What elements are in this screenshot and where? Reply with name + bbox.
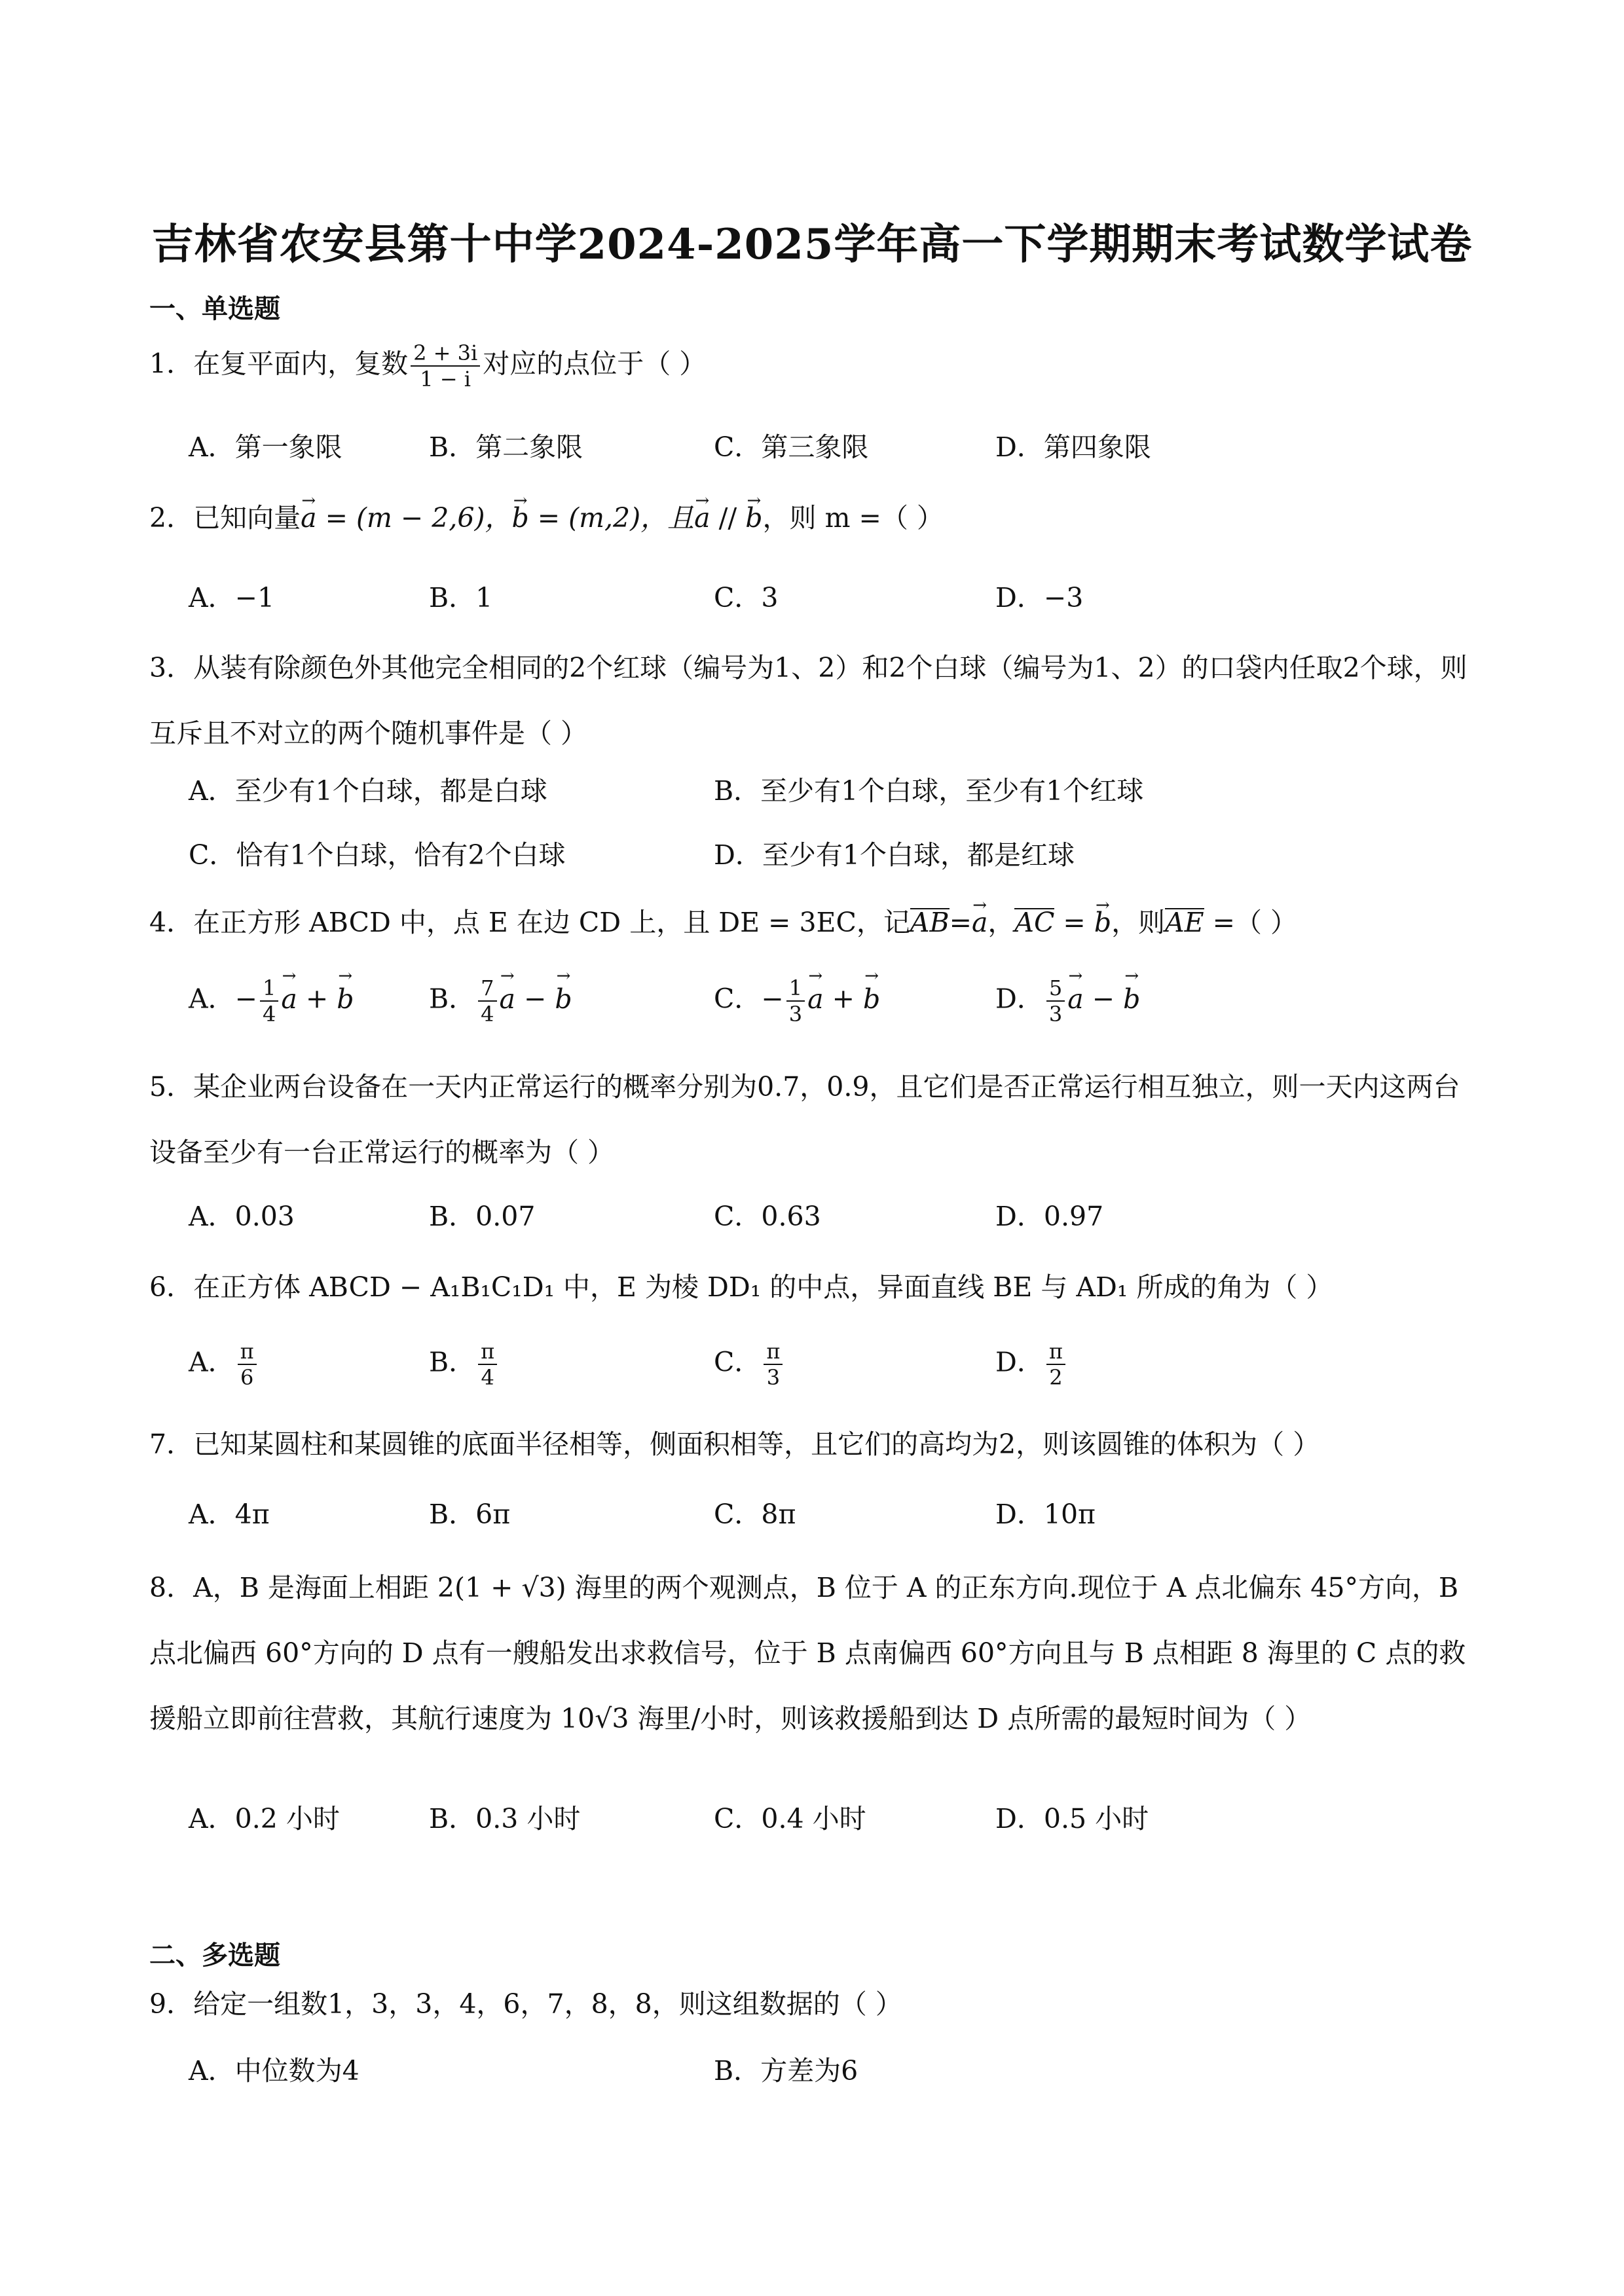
question-3: 3．从装有除颜色外其他完全相同的2个红球（编号为1、2）和2个白球（编号为1、2）的口袋内任取2个球，则互斥且不对立的两个随机事件是（ ）: [149, 652, 1467, 749]
q1-option-d[interactable]: D．第四象限: [995, 431, 1151, 463]
option-fraction: [1046, 975, 1065, 1027]
q4-option-c[interactable]: [714, 975, 880, 1027]
q5-option-d[interactable]: D．0.97: [995, 1201, 1104, 1232]
fraction-numerator: 1: [786, 975, 805, 1002]
option-fraction: [238, 1339, 257, 1390]
fraction-denominator: 6: [240, 1365, 254, 1390]
option-fraction: [786, 975, 805, 1027]
vector-a: → a: [972, 902, 987, 943]
q2-option-c[interactable]: C．3: [714, 582, 779, 613]
question-8: 8．A，B 是海面上相距 2(1 + √3) 海里的两个观测点，B 位于 A 的正东方向.现位于 A 点北偏东 45°方向，B 点北偏西 60°方向的 D 点有一艘船发出求救信号，位于 B 点南偏西 60°方向且与 B 点相距 8 海里的 C 点的救援船立即前往营救，其航行速度为 10√3 海里/小时，则该救援船到达 D 点所需的最短时间为（ ）: [149, 1572, 1466, 1734]
question-5: 5．某企业两台设备在一天内正常运行的概率分别为0.7，0.9，且它们是否正常运行相互独立，则一天内这两台设备至少有一台正常运行的概率为（ ）: [149, 1071, 1460, 1168]
vector-a: → a: [500, 983, 515, 1015]
option-label: D．: [995, 1346, 1044, 1378]
vector-a-expr: = (m − 2,6)，: [316, 502, 512, 534]
option-fraction: [764, 1339, 783, 1390]
q8-option-b[interactable]: B．0.3 小时: [429, 1803, 581, 1834]
fraction-denominator: 4: [262, 1002, 276, 1027]
option-label: D．: [995, 983, 1044, 1015]
equals-sign: =: [1054, 907, 1094, 938]
fraction-numerator: π: [764, 1339, 783, 1365]
fraction-numerator: π: [1046, 1339, 1065, 1365]
q7-option-d[interactable]: D．10π: [995, 1499, 1096, 1530]
vector-b: → b: [555, 983, 572, 1015]
fraction-denominator: 2: [1049, 1365, 1063, 1390]
fraction-denominator: 4: [481, 1002, 494, 1027]
vector-b: → b: [1094, 902, 1111, 943]
q1-option-b[interactable]: B．第二象限: [429, 431, 583, 463]
question-7: 7．已知某圆柱和某圆锥的底面半径相等，侧面积相等，且它们的高均为2，则该圆锥的体积为（ ）: [149, 1429, 1320, 1460]
then-text: ，则: [1111, 907, 1166, 938]
q3-option-b[interactable]: B．至少有1个白球，至少有1个红球: [714, 775, 1144, 807]
fraction-numerator: 2 + 3i: [411, 340, 480, 367]
question-9: 9．给定一组数1，3，3，4，6，7，8，8，则这组数据的（ ）: [149, 1988, 902, 2020]
q3-option-d[interactable]: D．至少有1个白球，都是红球: [714, 839, 1075, 871]
option-sign: −: [761, 983, 784, 1015]
q6-option-c[interactable]: [714, 1339, 785, 1390]
vector-ab: AB: [910, 907, 950, 938]
q6-option-d[interactable]: [995, 1339, 1068, 1390]
vector-b: → b: [863, 983, 880, 1015]
q1-option-a[interactable]: A．第一象限: [189, 431, 342, 463]
fraction-numerator: π: [238, 1339, 257, 1365]
option-fraction: [478, 975, 496, 1027]
option-label: A．: [189, 1346, 235, 1378]
question-4: [149, 902, 1485, 943]
parallel-symbol: //: [710, 502, 746, 534]
q8-option-a[interactable]: A．0.2 小时: [189, 1803, 340, 1834]
section-heading-multiple-choice: 二、多选题: [149, 1940, 280, 1971]
option-sign: −: [234, 983, 257, 1015]
fraction-numerator: 5: [1046, 975, 1065, 1002]
q8-option-c[interactable]: C．0.4 小时: [714, 1803, 866, 1834]
option-label: B．: [429, 1346, 476, 1378]
question-4-tail: =（ ）: [1204, 907, 1298, 938]
vector-a: → a: [301, 498, 316, 538]
vector-b: → b: [337, 983, 354, 1015]
vector-ac: AC: [1014, 907, 1055, 938]
option-label: C．: [714, 983, 762, 1015]
q1-option-c[interactable]: C．第三象限: [714, 431, 869, 463]
vector-ae: AE: [1165, 907, 1204, 938]
option-label: A．: [189, 983, 235, 1015]
question-2: [149, 498, 1485, 538]
q9-option-a[interactable]: A．中位数为4: [189, 2055, 360, 2086]
question-1: [149, 340, 1485, 392]
option-label: C．: [714, 1346, 762, 1378]
comma: ，: [987, 907, 1015, 938]
question-2-text: 2．已知向量: [149, 502, 301, 534]
q3-option-c[interactable]: C．恰有1个白球，恰有2个白球: [189, 839, 566, 871]
question-2-tail: ，则 m =（ ）: [762, 502, 944, 534]
vector-b: → b: [745, 498, 762, 538]
option-fraction: [1046, 1339, 1065, 1390]
fraction-denominator: 4: [481, 1365, 494, 1390]
vector-a: → a: [807, 983, 823, 1015]
vector-a: → a: [1067, 983, 1083, 1015]
operator: −: [1083, 983, 1124, 1015]
fraction-numerator: 1: [260, 975, 278, 1002]
option-label: B．: [429, 983, 476, 1015]
question-6: 6．在正方体 ABCD − A₁B₁C₁D₁ 中，E 为棱 DD₁ 的中点，异面直线 BE 与 AD₁ 所成的角为（ ）: [149, 1271, 1333, 1303]
q2-option-b[interactable]: B．1: [429, 582, 493, 613]
question-1-text: 1．在复平面内，复数: [149, 348, 409, 380]
equals-sign: =: [949, 907, 972, 938]
q6-option-a[interactable]: [189, 1339, 259, 1390]
q7-option-b[interactable]: B．6π: [429, 1499, 511, 1530]
q6-option-b[interactable]: [429, 1339, 500, 1390]
fraction-denominator: 1 − i: [420, 367, 471, 392]
section-heading-single-choice: 一、单选题: [149, 293, 280, 324]
vector-b: → b: [511, 498, 528, 538]
fraction-denominator: 3: [788, 1002, 803, 1027]
operator: +: [823, 983, 863, 1015]
vector-b: → b: [1123, 983, 1140, 1015]
q4-option-d[interactable]: [995, 975, 1140, 1027]
fraction-numerator: 7: [478, 975, 496, 1002]
q5-option-a[interactable]: A．0.03: [189, 1201, 295, 1232]
question-1-fraction: [411, 340, 480, 392]
option-fraction: [260, 975, 278, 1027]
fraction-denominator: 3: [1048, 1002, 1063, 1027]
q7-option-a[interactable]: A．4π: [189, 1499, 270, 1530]
vector-a: → a: [694, 498, 710, 538]
option-fraction: [478, 1339, 497, 1390]
question-1-tail: 对应的点位于（ ）: [483, 348, 707, 380]
fraction-denominator: 3: [766, 1365, 781, 1390]
q2-option-a[interactable]: A．−1: [189, 582, 275, 613]
vector-b-expr: = (m,2)，且: [528, 502, 695, 534]
q5-option-b[interactable]: B．0.07: [429, 1201, 536, 1232]
page-title: 吉林省农安县第十中学2024-2025学年高一下学期期末考试数学试卷: [151, 220, 1473, 269]
operator: +: [297, 983, 337, 1015]
q2-option-d[interactable]: D．−3: [995, 582, 1084, 613]
fraction-numerator: π: [478, 1339, 497, 1365]
q4-option-a[interactable]: [189, 975, 354, 1027]
q5-option-c[interactable]: C．0.63: [714, 1201, 821, 1232]
q7-option-c[interactable]: C．8π: [714, 1499, 796, 1530]
q4-option-b[interactable]: [429, 975, 572, 1027]
q3-option-a[interactable]: A．至少有1个白球，都是白球: [189, 775, 547, 807]
q8-option-d[interactable]: D．0.5 小时: [995, 1803, 1149, 1834]
operator: −: [515, 983, 555, 1015]
q9-option-b[interactable]: B．方差为6: [714, 2055, 858, 2086]
question-4-text: 4．在正方形 ABCD 中，点 E 在边 CD 上，且 DE = 3EC，记: [149, 907, 910, 938]
vector-a: → a: [281, 983, 297, 1015]
